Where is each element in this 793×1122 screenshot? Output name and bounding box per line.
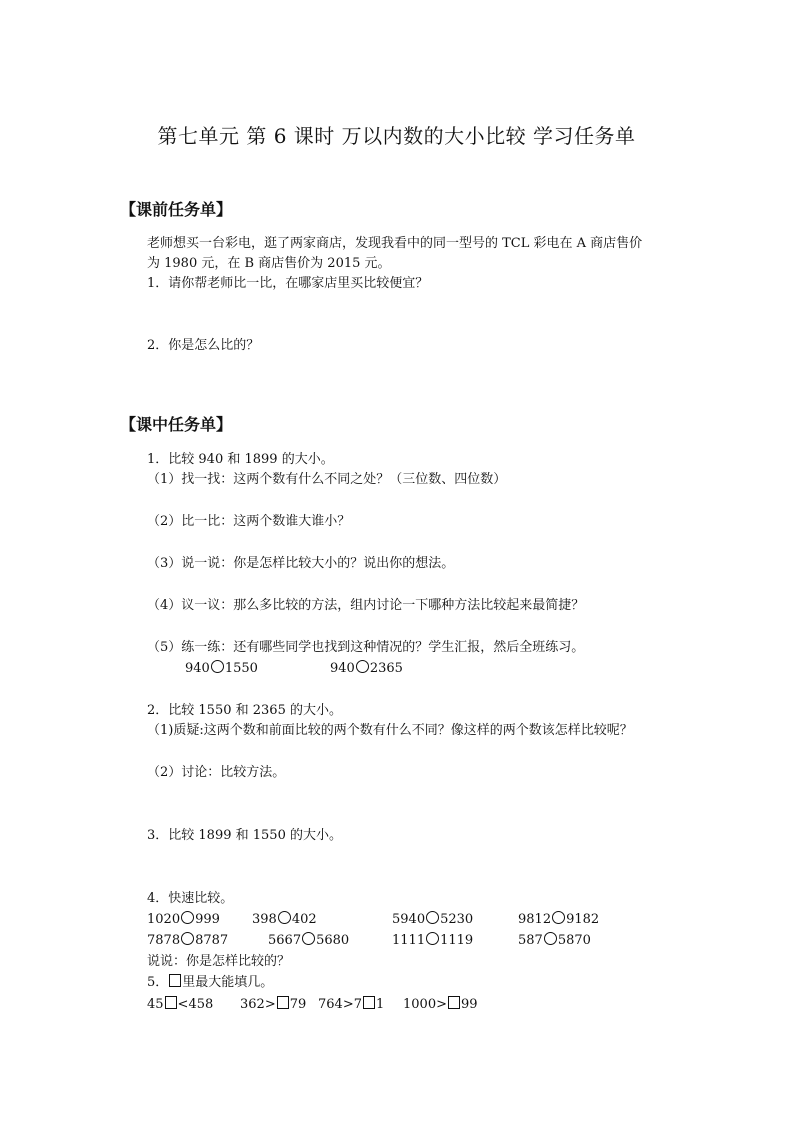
mid-question-1-4: （4）议一议：那么多比较的方法，组内讨论一下哪种方法比较起来最简捷？ (147, 598, 585, 613)
compare-circle (426, 932, 439, 945)
compare-left-number: 1020 (147, 912, 181, 927)
pre-intro-line1: 老师想买一台彩电，逛了两家商店，发现我看中的同一型号的 TCL 彩电在 A 商店售价 (147, 236, 643, 251)
quick-compare-item (147, 931, 228, 951)
fill-part-a: 764>7 (318, 997, 362, 1012)
compare-circle (302, 932, 315, 945)
compare-right-number: 9182 (566, 912, 600, 927)
fill-item (318, 995, 384, 1015)
quick-compare-item (252, 910, 317, 930)
mid-question-1: 1．比较 940 和 1899 的大小。 (147, 452, 334, 467)
quick-compare-item (392, 931, 473, 951)
mid-question-1-1: （1）找一找：这两个数有什么不同之处？（三位数、四位数） (147, 472, 507, 487)
compare-left-number: 5940 (392, 912, 426, 927)
blank-box (277, 996, 289, 1009)
fill-item (147, 995, 213, 1015)
mid-task-heading: 【课中任务单】 (120, 415, 233, 434)
compare-left-number: 9812 (518, 912, 552, 927)
compare-right-number: 5680 (316, 933, 350, 948)
mid-question-1-3: （3）说一说：你是怎样比较大小的？说出你的想法。 (147, 556, 455, 571)
blank-box (448, 996, 460, 1009)
mid-question-2: 2．比较 1550 和 2365 的大小。 (147, 703, 342, 718)
mid-question-5 (147, 973, 273, 993)
compare-left-number: 7878 (147, 933, 181, 948)
say-how-compared: 说说：你是怎样比较的？ (147, 954, 291, 969)
quick-compare-item (392, 910, 473, 930)
practice-right-number: 1550 (224, 661, 258, 676)
compare-circle (426, 911, 439, 924)
compare-left-number: 587 (518, 933, 543, 948)
fill-part-a: 1000> (403, 997, 447, 1012)
pre-task-heading: 【课前任务单】 (120, 200, 233, 219)
compare-circle (181, 932, 194, 945)
compare-left-number: 5667 (268, 933, 302, 948)
practice-item (185, 659, 258, 679)
fill-part-a: 362> (240, 997, 276, 1012)
blank-box (363, 996, 375, 1009)
fill-part-b: 1 (375, 997, 385, 1012)
practice-left-number: 940 (330, 661, 355, 676)
mid-question-4: 4．快速比较。 (147, 891, 234, 906)
fill-part-a: 45 (147, 997, 164, 1012)
compare-right-number: 5230 (440, 912, 474, 927)
practice-item (330, 659, 403, 679)
mid-question-2-1: （1)质疑:这两个数和前面比较的两个数有什么不同？像这样的两个数该怎样比较呢？ (147, 723, 633, 738)
pre-question-2: 2．你是怎么比的？ (147, 338, 260, 353)
quick-compare-item (268, 931, 349, 951)
compare-right-number: 999 (195, 912, 220, 927)
compare-circle (544, 932, 557, 945)
compare-circle (278, 911, 291, 924)
mid-question-2-2: （2）讨论：比较方法。 (147, 765, 286, 780)
compare-right-number: 5870 (557, 933, 591, 948)
compare-left-number: 398 (252, 912, 277, 927)
compare-right-number: 8787 (195, 933, 229, 948)
mid-question-1-2: （2）比一比：这两个数谁大谁小？ (147, 514, 351, 529)
compare-circle (211, 660, 224, 673)
fill-item (240, 995, 306, 1015)
practice-left-number: 940 (185, 661, 210, 676)
question-5-text: 里最大能填几。 (182, 975, 274, 990)
fill-part-b: 99 (460, 997, 478, 1012)
compare-right-number: 1119 (440, 933, 474, 948)
pre-question-1: 1．请你帮老师比一比，在哪家店里买比较便宜？ (147, 276, 429, 291)
question-5-number: 5． (147, 975, 169, 990)
pre-intro-line2: 为 1980 元，在 B 商店售价为 2015 元。 (147, 256, 391, 271)
compare-right-number: 402 (291, 912, 317, 927)
quick-compare-item (147, 910, 220, 930)
compare-left-number: 1111 (392, 933, 426, 948)
quick-compare-item (518, 931, 591, 951)
blank-box (169, 974, 181, 987)
compare-circle (181, 911, 194, 924)
quick-compare-item (518, 910, 599, 930)
mid-question-3: 3．比较 1899 和 1550 的大小。 (147, 828, 342, 843)
fill-item (403, 995, 478, 1015)
practice-right-number: 2365 (369, 661, 403, 676)
blank-box (165, 996, 177, 1009)
fill-part-b: <458 (177, 997, 214, 1012)
compare-circle (552, 911, 565, 924)
page-title: 第七单元 第 6 课时 万以内数的大小比较 学习任务单 (157, 124, 636, 148)
compare-circle (356, 660, 369, 673)
mid-question-1-5: （5）练一练：还有哪些同学也找到这种情况的？学生汇报，然后全班练习。 (147, 640, 585, 655)
fill-part-b: 79 (289, 997, 307, 1012)
